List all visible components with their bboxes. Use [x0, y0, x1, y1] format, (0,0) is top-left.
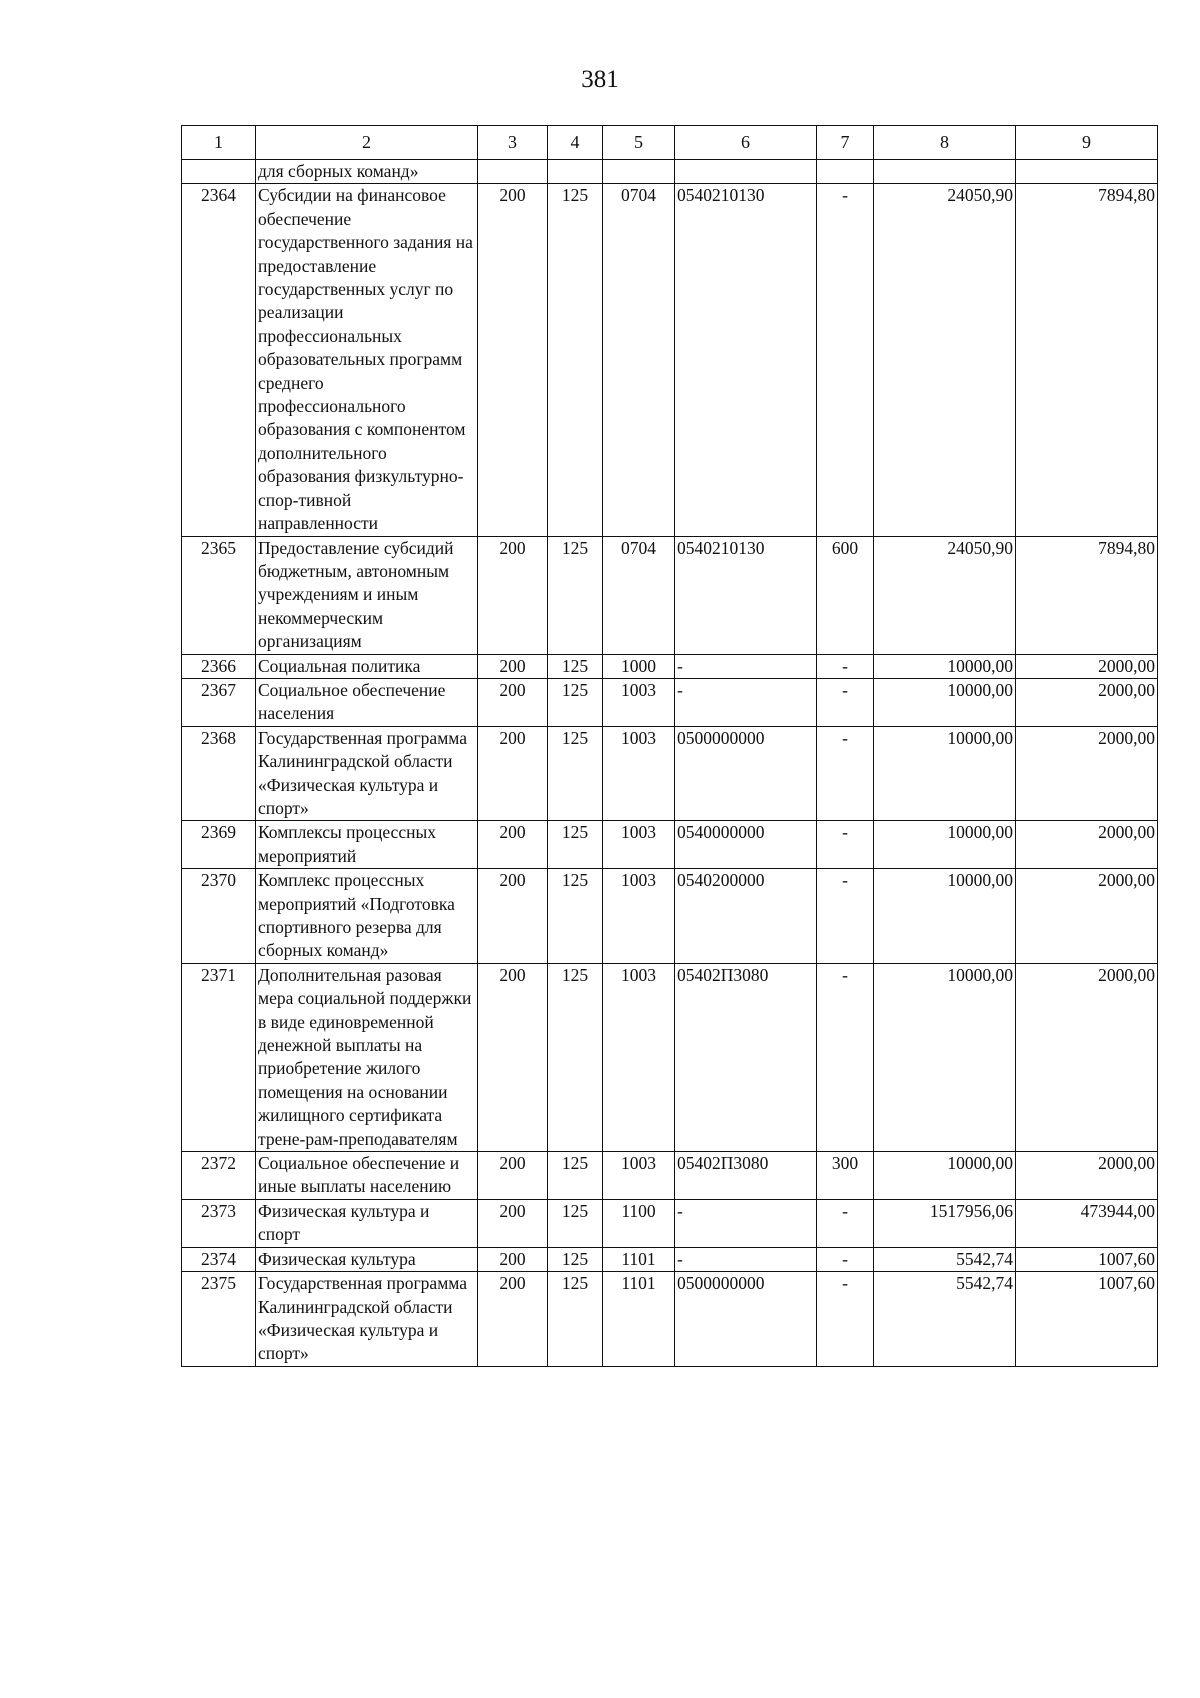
col3-value: 200 — [478, 963, 548, 1151]
col8-value: 10000,00 — [874, 963, 1016, 1151]
row-number: 2375 — [182, 1272, 256, 1367]
row-number: 2374 — [182, 1247, 256, 1271]
page-number: 381 — [581, 66, 619, 93]
budget-table — [181, 125, 1158, 1367]
col9-value: 1007,60 — [1016, 1247, 1158, 1271]
col9-value: 1007,60 — [1016, 1272, 1158, 1367]
col6-value: - — [675, 1247, 817, 1271]
col5-value: 1000 — [603, 654, 675, 678]
column-header: 4 — [548, 126, 603, 160]
col3-value: 200 — [478, 1272, 548, 1367]
table-row — [182, 1152, 1158, 1200]
col7-value: - — [817, 726, 874, 821]
col7-value: - — [817, 1247, 874, 1271]
col7-value: - — [817, 821, 874, 869]
continuation-row — [182, 160, 1158, 184]
column-header: 8 — [874, 126, 1016, 160]
table-row — [182, 1272, 1158, 1367]
column-header: 5 — [603, 126, 675, 160]
col8-value: 10000,00 — [874, 678, 1016, 726]
table-row — [182, 821, 1158, 869]
col9-value: 2000,00 — [1016, 963, 1158, 1151]
col5-value: 1003 — [603, 1152, 675, 1200]
column-header: 1 — [182, 126, 256, 160]
col4-value: 125 — [548, 678, 603, 726]
col4-value: 125 — [548, 536, 603, 654]
col3-value: 200 — [478, 1247, 548, 1271]
row-number: 2369 — [182, 821, 256, 869]
column-header: 6 — [675, 126, 817, 160]
col9-value: 2000,00 — [1016, 654, 1158, 678]
col7-value: - — [817, 654, 874, 678]
col4-value: 125 — [548, 963, 603, 1151]
col7-value: - — [817, 1272, 874, 1367]
col5-value: 0704 — [603, 184, 675, 536]
col5-value: 1101 — [603, 1272, 675, 1367]
row-name: Физическая культура — [256, 1247, 478, 1271]
row-name: Субсидии на финансовое обеспечение государственного задания на предоставление государственных услуг по реализации профессиональных образовательных программ среднего профессионального образования с компонентом дополнительного образования физкультурно-спор-тивной направленности — [256, 184, 478, 536]
col6-value: 05402П3080 — [675, 1152, 817, 1200]
column-header: 2 — [256, 126, 478, 160]
row-name: Предоставление субсидий бюджетным, автономным учреждениям и иным некоммерческим организациям — [256, 536, 478, 654]
row-number: 2364 — [182, 184, 256, 536]
col4-value: 125 — [548, 184, 603, 536]
col4-value: 125 — [548, 654, 603, 678]
col6-value: - — [675, 654, 817, 678]
table-row — [182, 1199, 1158, 1247]
column-header: 7 — [817, 126, 874, 160]
col7-value: - — [817, 869, 874, 964]
col5-value: 1003 — [603, 678, 675, 726]
col7-value: 600 — [817, 536, 874, 654]
col3-value: 200 — [478, 726, 548, 821]
col6-value: 0540210130 — [675, 536, 817, 654]
column-header: 9 — [1016, 126, 1158, 160]
col9-value: 2000,00 — [1016, 726, 1158, 821]
row-name: Государственная программа Калининградской области «Физическая культура и спорт» — [256, 1272, 478, 1367]
col3-value: 200 — [478, 821, 548, 869]
table-row — [182, 726, 1158, 821]
col8-value: 24050,90 — [874, 536, 1016, 654]
col3-value: 200 — [478, 869, 548, 964]
col3-value: 200 — [478, 184, 548, 536]
row-number: 2367 — [182, 678, 256, 726]
row-number: 2370 — [182, 869, 256, 964]
col9-value: 473944,00 — [1016, 1199, 1158, 1247]
col3-value: 200 — [478, 654, 548, 678]
row-number: 2365 — [182, 536, 256, 654]
col4-value: 125 — [548, 869, 603, 964]
col5-value: 1003 — [603, 726, 675, 821]
col6-value: 0540200000 — [675, 869, 817, 964]
col8-value: 1517956,06 — [874, 1199, 1016, 1247]
col4-value: 125 — [548, 726, 603, 821]
col8-value: 5542,74 — [874, 1272, 1016, 1367]
column-header: 3 — [478, 126, 548, 160]
table-row — [182, 678, 1158, 726]
col8-value: 10000,00 — [874, 654, 1016, 678]
col7-value: 300 — [817, 1152, 874, 1200]
col6-value: 0540210130 — [675, 184, 817, 536]
row-name: Физическая культура и спорт — [256, 1199, 478, 1247]
table-row — [182, 1247, 1158, 1271]
row-number: 2373 — [182, 1199, 256, 1247]
row-name: Комплексы процессных мероприятий — [256, 821, 478, 869]
col6-value: 05402П3080 — [675, 963, 817, 1151]
col9-value: 2000,00 — [1016, 869, 1158, 964]
col4-value: 125 — [548, 821, 603, 869]
col3-value: 200 — [478, 678, 548, 726]
col7-value: - — [817, 678, 874, 726]
row-name: Социальное обеспечение и иные выплаты населению — [256, 1152, 478, 1200]
table-row — [182, 536, 1158, 654]
col8-value: 10000,00 — [874, 1152, 1016, 1200]
col8-value: 10000,00 — [874, 726, 1016, 821]
col7-value: - — [817, 963, 874, 1151]
col5-value: 1100 — [603, 1199, 675, 1247]
continuation-text: для сборных команд» — [256, 160, 478, 184]
row-name: Государственная программа Калининградской области «Физическая культура и спорт» — [256, 726, 478, 821]
col9-value: 2000,00 — [1016, 1152, 1158, 1200]
col6-value: 0500000000 — [675, 1272, 817, 1367]
col4-value: 125 — [548, 1152, 603, 1200]
col8-value: 10000,00 — [874, 821, 1016, 869]
col5-value: 1101 — [603, 1247, 675, 1271]
row-name: Социальная политика — [256, 654, 478, 678]
row-name: Дополнительная разовая мера социальной поддержки в виде единовременной денежной выплаты на приобретение жилого помещения на основании жилищного сертификата трене-рам-преподавателям — [256, 963, 478, 1151]
col7-value: - — [817, 184, 874, 536]
col9-value: 7894,80 — [1016, 536, 1158, 654]
col5-value: 1003 — [603, 869, 675, 964]
col3-value: 200 — [478, 1199, 548, 1247]
col8-value: 24050,90 — [874, 184, 1016, 536]
col5-value: 1003 — [603, 963, 675, 1151]
col8-value: 5542,74 — [874, 1247, 1016, 1271]
table-row — [182, 184, 1158, 536]
header-row — [182, 126, 1158, 160]
col3-value: 200 — [478, 1152, 548, 1200]
col6-value: 0540000000 — [675, 821, 817, 869]
row-name: Социальное обеспечение населения — [256, 678, 478, 726]
col6-value: - — [675, 1199, 817, 1247]
col9-value: 2000,00 — [1016, 821, 1158, 869]
col9-value: 7894,80 — [1016, 184, 1158, 536]
row-number: 2368 — [182, 726, 256, 821]
row-name: Комплекс процессных мероприятий «Подготовка спортивного резерва для сборных команд» — [256, 869, 478, 964]
col6-value: 0500000000 — [675, 726, 817, 821]
col9-value: 2000,00 — [1016, 678, 1158, 726]
col3-value: 200 — [478, 536, 548, 654]
col4-value: 125 — [548, 1199, 603, 1247]
table-row — [182, 869, 1158, 964]
col8-value: 10000,00 — [874, 869, 1016, 964]
col5-value: 0704 — [603, 536, 675, 654]
table-row — [182, 963, 1158, 1151]
row-number: 2371 — [182, 963, 256, 1151]
col7-value: - — [817, 1199, 874, 1247]
row-number: 2366 — [182, 654, 256, 678]
col4-value: 125 — [548, 1272, 603, 1367]
row-number: 2372 — [182, 1152, 256, 1200]
table-row — [182, 654, 1158, 678]
col5-value: 1003 — [603, 821, 675, 869]
col4-value: 125 — [548, 1247, 603, 1271]
col6-value: - — [675, 678, 817, 726]
